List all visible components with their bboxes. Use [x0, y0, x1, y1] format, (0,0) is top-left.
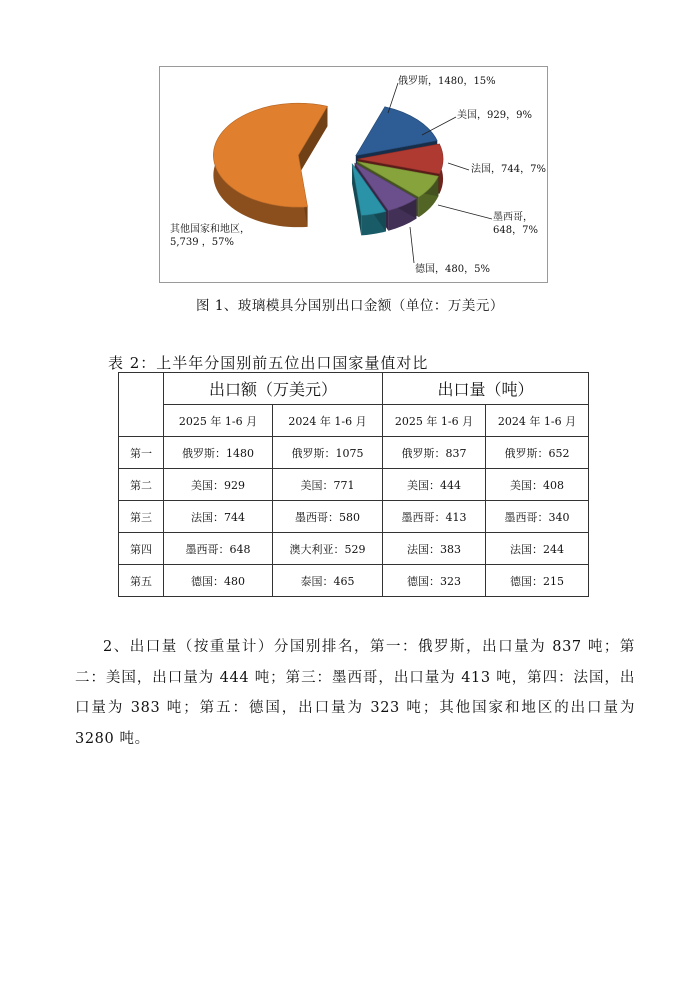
table-cell: 泰国：465 — [273, 565, 383, 597]
table-subheader-row — [119, 405, 589, 437]
label-mexico — [493, 211, 538, 237]
table-cell: 俄罗斯：837 — [383, 437, 486, 469]
rank-cell: 第四 — [119, 533, 164, 565]
label-others — [170, 223, 250, 249]
table-cell: 法国：744 — [164, 501, 273, 533]
rank-cell: 第五 — [119, 565, 164, 597]
leader-line-美国 — [422, 117, 456, 135]
subheader-cell: 2025 年 1-6 月 — [164, 405, 273, 437]
figure-caption: 图 1、玻璃模具分国别出口金额（单位：万美元） — [196, 298, 504, 314]
leader-line-墨西哥 — [438, 205, 492, 219]
table-cell: 墨西哥：340 — [486, 501, 589, 533]
table-header-row — [119, 373, 589, 405]
header-export-value: 出口额（万美元） — [164, 373, 383, 405]
rank-cell: 第一 — [119, 437, 164, 469]
leader-line-法国 — [448, 163, 469, 170]
table-cell: 俄罗斯：1075 — [273, 437, 383, 469]
table-cell: 美国：929 — [164, 469, 273, 501]
table-row — [119, 437, 589, 469]
label-germany: 德国，480，5% — [415, 264, 490, 275]
subheader-cell: 2024 年 1-6 月 — [486, 405, 589, 437]
table-cell: 德国：480 — [164, 565, 273, 597]
table-cell: 墨西哥：580 — [273, 501, 383, 533]
table-cell: 美国：408 — [486, 469, 589, 501]
subheader-cell: 2025 年 1-6 月 — [383, 405, 486, 437]
table-row — [119, 533, 589, 565]
table-cell: 法国：383 — [383, 533, 486, 565]
rank-cell: 第三 — [119, 501, 164, 533]
label-usa: 美国，929，9% — [457, 110, 532, 121]
label-russia: 俄罗斯，1480，15% — [398, 76, 496, 87]
header-export-volume: 出口量（吨） — [383, 373, 589, 405]
table-cell: 澳大利亚：529 — [273, 533, 383, 565]
table-row — [119, 501, 589, 533]
subheader-cell: 2024 年 1-6 月 — [273, 405, 383, 437]
table-cell: 德国：215 — [486, 565, 589, 597]
rank-cell: 第二 — [119, 469, 164, 501]
table-row — [119, 469, 589, 501]
label-france: 法国，744，7% — [471, 164, 546, 175]
leader-line-俄罗斯 — [388, 83, 398, 113]
table-title: 表 2：上半年分国别前五位出口国家量值对比 — [108, 354, 429, 372]
table-cell: 俄罗斯：652 — [486, 437, 589, 469]
label-others-line2: 5,739 ，57% — [170, 237, 235, 248]
label-others-line1: 其他国家和地区， — [170, 224, 250, 235]
corner-cell — [119, 373, 164, 437]
pie-chart-frame — [159, 66, 548, 283]
leader-line-德国 — [410, 227, 414, 263]
table-cell: 美国：444 — [383, 469, 486, 501]
table-cell: 俄罗斯：1480 — [164, 437, 273, 469]
label-mexico-line1: 墨西哥， — [493, 212, 533, 223]
comparison-table — [118, 372, 589, 597]
table-cell: 墨西哥：648 — [164, 533, 273, 565]
table-cell: 美国：771 — [273, 469, 383, 501]
body-paragraph: 2、出口量（按重量计）分国别排名，第一：俄罗斯，出口量为 837 吨；第二：美国，出口量为 444 吨；第三：墨西哥，出口量为 413 吨，第四：法国，出口量为 383 吨；第五：德国，出口量为 323 吨；其他国家和地区的出口量为 3280 吨。 — [75, 639, 635, 747]
table-row — [119, 565, 589, 597]
table-cell: 德国：323 — [383, 565, 486, 597]
table-cell: 墨西哥：413 — [383, 501, 486, 533]
table-cell: 法国：244 — [486, 533, 589, 565]
label-mexico-line2: 648，7% — [493, 225, 538, 236]
